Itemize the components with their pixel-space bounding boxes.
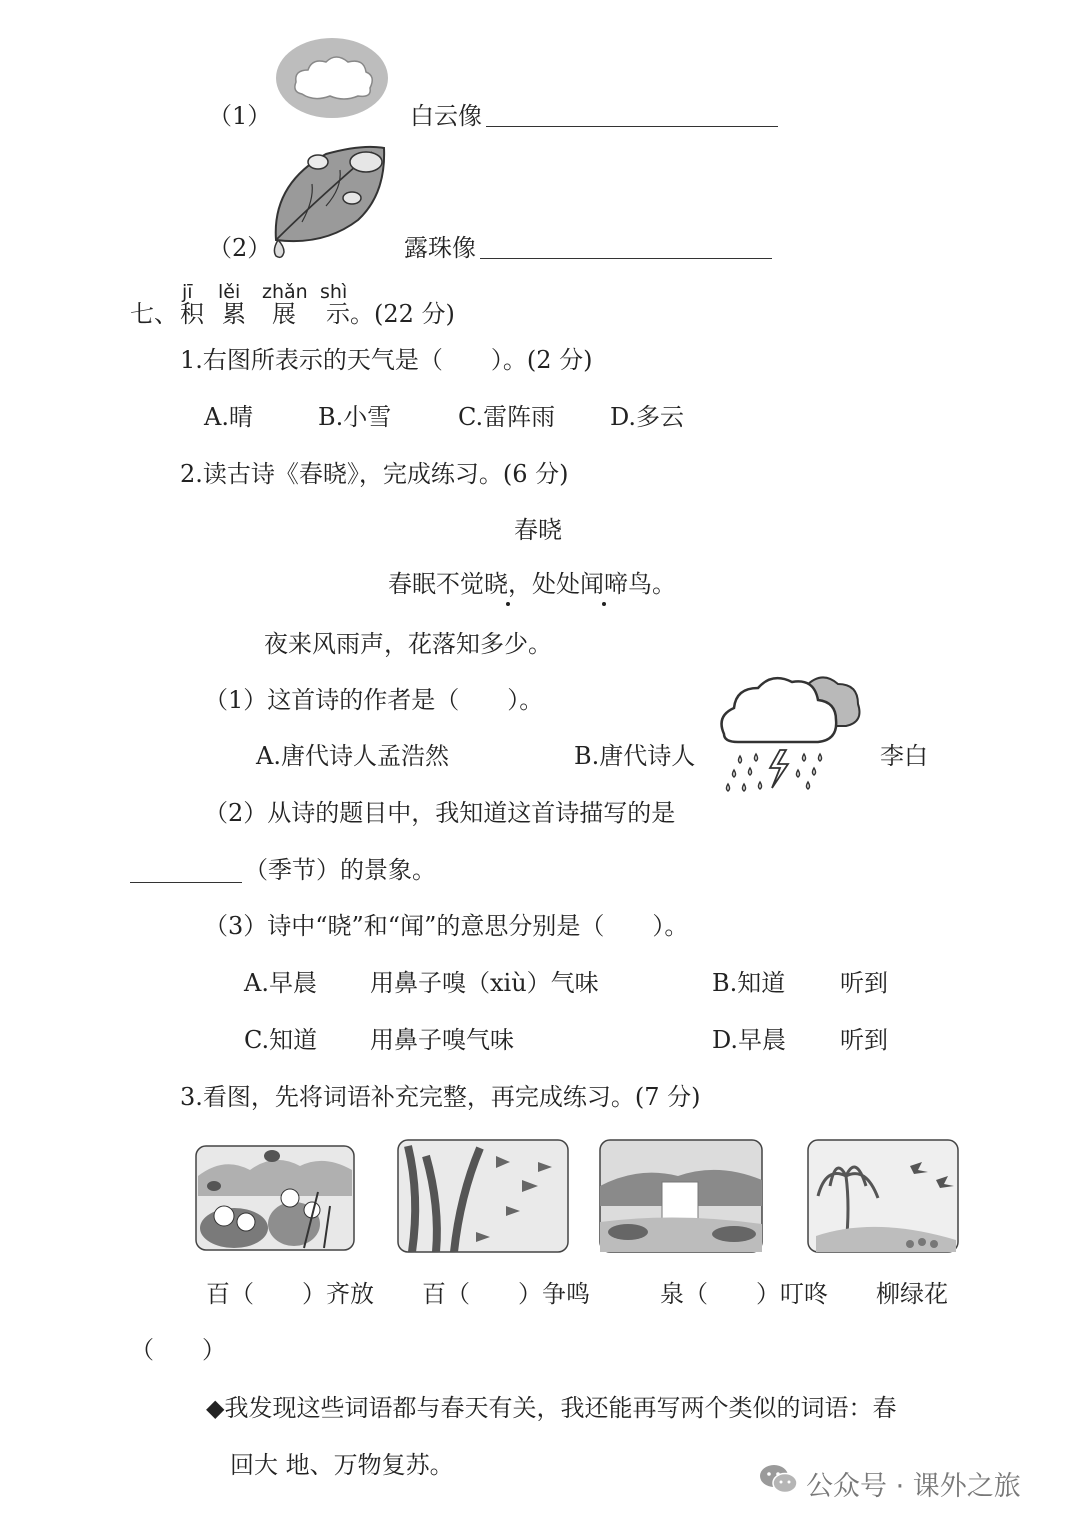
waterfall-spring-image <box>598 1136 764 1254</box>
poem-line-1: 春眠不觉晓，处处闻啼鸟。 <box>388 570 676 598</box>
q2-3-option-d-text: 听到 <box>840 1026 888 1054</box>
section7-heading-prefix: 七、 <box>130 300 178 328</box>
poem-title: 春晓 <box>514 516 562 544</box>
q1-option-d[interactable]: D.多云 <box>610 403 685 431</box>
q3-stem: 3.看图，先将词语补充完整，再完成练习。(7 分) <box>180 1083 701 1111</box>
q6-1-text: 白云像 <box>410 102 482 130</box>
q2-3-stem: （3）诗中“晓”和“闻”的意思分别是（ ）。 <box>204 912 689 940</box>
flowers-and-bees-image <box>194 1136 356 1254</box>
q3-word-3[interactable]: 泉（ ）叮咚 <box>660 1280 828 1308</box>
q2-2-answer-line[interactable] <box>130 856 242 883</box>
q6-1-label: （1） <box>208 102 272 130</box>
section7-heading-suffix: 。(22 分) <box>350 300 455 328</box>
section7-heading-char-1: 积 <box>180 300 204 328</box>
watermark-text: 公众号 · 课外之旅 <box>806 1471 1021 1502</box>
dewdrop-leaf-image <box>262 144 388 260</box>
poem-line-2: 夜来风雨声，花落知多少。 <box>264 630 552 658</box>
q2-3-option-b-letter[interactable]: B.知道 <box>712 969 786 997</box>
q3-word-4[interactable]: 柳绿花 <box>876 1280 948 1308</box>
q1-stem: 1.右图所表示的天气是（ ）。(2 分) <box>180 346 593 374</box>
q2-3-option-b-text: 听到 <box>840 969 888 997</box>
pinyin-shi: shì <box>320 281 348 303</box>
q2-1-option-a[interactable]: A.唐代诗人孟浩然 <box>256 742 449 770</box>
q3-word-2[interactable]: 百（ ）争鸣 <box>422 1280 590 1308</box>
q2-3-option-c-letter[interactable]: C.知道 <box>244 1026 318 1054</box>
q2-3-option-a-text: 用鼻子嗅（xiù）气味 <box>370 969 599 997</box>
q3-word-1[interactable]: 百（ ）齐放 <box>206 1280 374 1308</box>
q6-2-label: （2） <box>208 234 272 262</box>
q2-2-tail: （季节）的景象。 <box>244 856 436 884</box>
q2-1-stem: （1）这首诗的作者是（ ）。 <box>204 686 544 714</box>
birds-in-tree-image <box>396 1136 572 1254</box>
q3-discover-line-2: 回大 地、万物复苏。 <box>230 1451 454 1479</box>
q1-option-a[interactable]: A.晴 <box>204 403 253 431</box>
q6-1-answer-line[interactable] <box>486 100 778 127</box>
pinyin-ji: jī <box>182 281 193 303</box>
section7-heading-char-4: 示 <box>326 300 350 328</box>
q2-3-option-c-text: 用鼻子嗅气味 <box>370 1026 514 1054</box>
thunderstorm-weather-image <box>714 664 864 804</box>
pinyin-lei: lěi <box>218 281 241 303</box>
q2-2-stem: （2）从诗的题目中，我知道这首诗描写的是 <box>204 799 676 827</box>
q6-2-text: 露珠像 <box>404 234 476 262</box>
section7-heading-char-3: 展 <box>272 300 296 328</box>
pinyin-zhan: zhǎn <box>262 281 308 303</box>
q6-2-answer-line[interactable] <box>480 232 772 259</box>
emphasis-dot-wen <box>602 602 606 606</box>
willow-and-swallows-image <box>806 1136 962 1254</box>
q2-stem: 2.读古诗《春晓》，完成练习。(6 分) <box>180 460 569 488</box>
q2-3-option-a-letter[interactable]: A.早晨 <box>244 969 317 997</box>
q1-option-b[interactable]: B.小雪 <box>318 403 392 431</box>
q3-word-4-wrap[interactable]: （ ） <box>130 1336 226 1364</box>
white-cloud-image <box>274 36 390 120</box>
wechat-icon <box>758 1462 798 1496</box>
q1-option-c[interactable]: C.雷阵雨 <box>458 403 556 431</box>
q2-1-option-b[interactable]: B.唐代诗人 <box>574 742 696 770</box>
q2-3-option-d-letter[interactable]: D.早晨 <box>712 1026 787 1054</box>
emphasis-dot-xiao <box>506 602 510 606</box>
q2-1-option-b-tail: 李白 <box>880 742 928 770</box>
q3-discover-line-1: ◆我发现这些词语都与春天有关，我还能再写两个类似的词语：春 <box>206 1394 897 1422</box>
section7-heading-char-2: 累 <box>222 300 246 328</box>
